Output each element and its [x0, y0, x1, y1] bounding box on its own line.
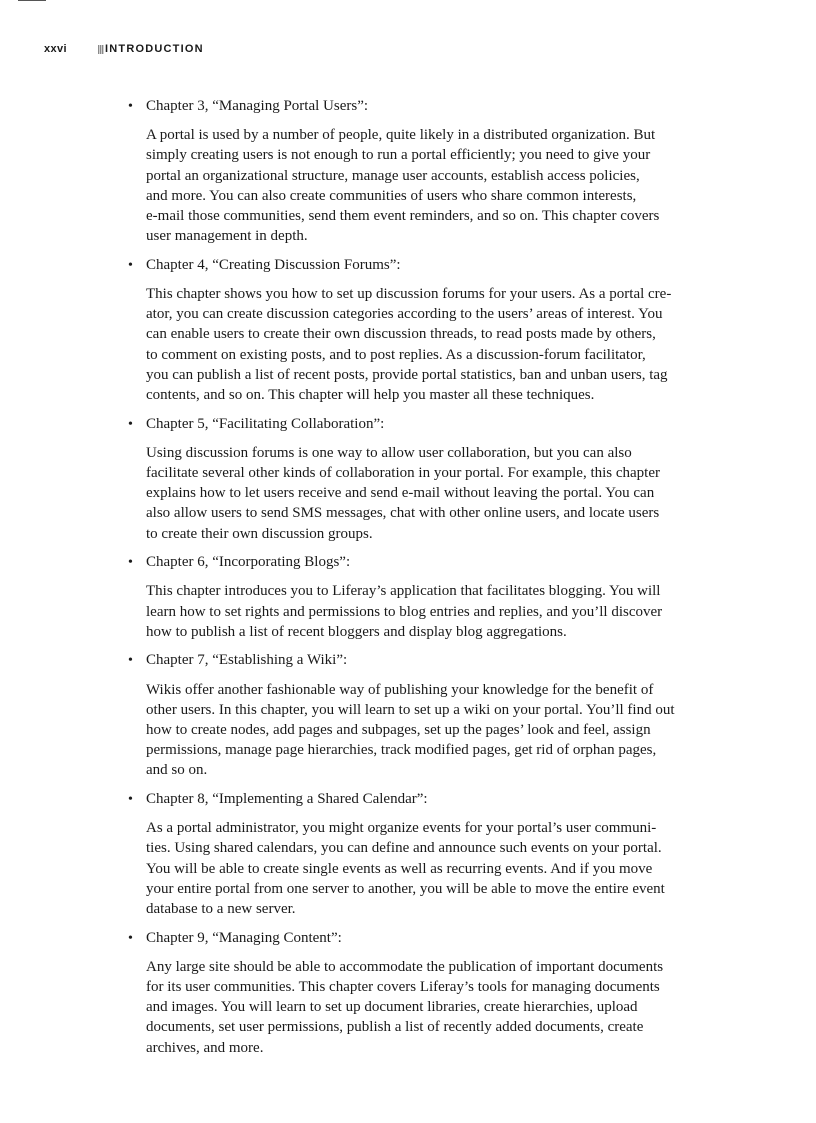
chapter-title: Chapter 4, “Creating Discussion Forums”: [146, 256, 401, 273]
paragraph-line: other users. In this chapter, you will learn to set up a wiki on your portal. You’ll find out [146, 701, 675, 718]
chapter-entry [128, 255, 722, 405]
paragraph-line: you can publish a list of recent posts, provide portal statistics, ban and unban users, tag [146, 366, 668, 383]
chapter-description [146, 284, 722, 405]
top-corner-rule [18, 0, 46, 1]
chapter-heading [128, 96, 722, 117]
paragraph-line: documents, set user permissions, publish a list of recently added documents, create [146, 1019, 644, 1036]
chapter-heading [128, 789, 722, 810]
chapter-heading [128, 928, 722, 949]
bullet-icon: • [128, 930, 133, 946]
chapter-entry [128, 650, 722, 780]
paragraph-line: Using discussion forums is one way to allow user collaboration, but you can also [146, 444, 632, 461]
section-title: INTRODUCTION [105, 43, 204, 55]
paragraph-line: facilitate several other kinds of collaboration in your portal. For example, this chapter [146, 465, 660, 482]
chapter-entry [128, 552, 722, 642]
paragraph-line: You will be able to create single events as well as recurring events. And if you move [146, 860, 653, 877]
paragraph-line: simply creating users is not enough to run a portal efficiently; you need to give your [146, 147, 651, 164]
paragraph-line: This chapter shows you how to set up discussion forums for your users. As a portal cre- [146, 286, 672, 303]
chapter-description [146, 125, 722, 246]
paragraph-line: database to a new server. [146, 901, 296, 918]
paragraph-line: and more. You can also create communities of users who share common interests, [146, 187, 637, 204]
section-marker-icon [98, 45, 104, 54]
bullet-icon: • [128, 555, 133, 571]
paragraph-line: how to publish a list of recent bloggers and display blog aggregations. [146, 623, 567, 640]
chapter-description [146, 818, 722, 919]
bullet-icon: • [128, 257, 133, 273]
chapter-title: Chapter 7, “Establishing a Wiki”: [146, 652, 348, 669]
bullet-icon: • [128, 792, 133, 808]
chapter-description [146, 443, 722, 544]
chapter-title: Chapter 6, “Incorporating Blogs”: [146, 554, 351, 571]
paragraph-line: Any large site should be able to accommodate the publication of important documents [146, 958, 664, 975]
paragraph-line: also allow users to send SMS messages, chat with other online users, and locate users [146, 505, 660, 522]
paragraph-line: learn how to set rights and permissions to blog entries and replies, and you’ll discover [146, 603, 663, 620]
paragraph-line: As a portal administrator, you might organize events for your portal’s user communi- [146, 820, 657, 837]
paragraph-line: how to create nodes, add pages and subpages, set up the pages’ look and feel, assign [146, 722, 651, 739]
paragraph-line: A portal is used by a number of people, quite likely in a distributed organization. But [146, 127, 656, 144]
paragraph-line: Wikis offer another fashionable way of publishing your knowledge for the benefit of [146, 681, 654, 698]
paragraph-line: archives, and more. [146, 1039, 264, 1056]
paragraph-line: portal an organizational structure, manage user accounts, establish access policies, [146, 167, 640, 184]
page-number: xxvi [44, 43, 68, 55]
chapter-heading [128, 552, 722, 573]
chapter-heading [128, 414, 722, 435]
chapter-entry [128, 414, 722, 544]
chapter-heading [128, 650, 722, 671]
paragraph-line: can enable users to create their own discussion threads, to read posts made by others, [146, 326, 656, 343]
bullet-icon: • [128, 99, 133, 114]
bullet-icon: • [128, 416, 133, 432]
paragraph-line: and images. You will learn to set up document libraries, create hierarchies, upload [146, 999, 638, 1016]
chapter-description [146, 957, 722, 1058]
paragraph-line: user management in depth. [146, 228, 308, 245]
paragraph-line: contents, and so on. This chapter will help you master all these techniques. [146, 387, 595, 404]
paragraph-line: ator, you can create discussion categories according to the users’ areas of interest. You [146, 306, 663, 323]
chapter-list [128, 96, 722, 1066]
paragraph-line: This chapter introduces you to Liferay’s application that facilitates blogging. You will [146, 583, 661, 600]
chapter-title: Chapter 8, “Implementing a Shared Calendar”: [146, 791, 428, 808]
paragraph-line: explains how to let users receive and send e-mail without leaving the portal. You can [146, 485, 655, 502]
chapter-entry [128, 96, 722, 246]
chapter-heading [128, 255, 722, 276]
paragraph-line: to comment on existing posts, and to post replies. As a discussion-forum facilitator, [146, 346, 646, 363]
paragraph-line: permissions, manage page hierarchies, track modified pages, get rid of orphan pages, [146, 742, 657, 759]
chapter-description [146, 581, 722, 642]
paragraph-line: to create their own discussion groups. [146, 525, 373, 542]
chapter-entry [128, 789, 722, 919]
chapter-title: Chapter 9, “Managing Content”: [146, 929, 342, 946]
chapter-entry [128, 928, 722, 1058]
paragraph-line: your entire portal from one server to another, you will be able to move the entire event [146, 880, 665, 897]
chapter-description [146, 680, 722, 781]
chapter-title: Chapter 5, “Facilitating Collaboration”: [146, 415, 385, 432]
paragraph-line: for its user communities. This chapter covers Liferay’s tools for managing documents [146, 979, 660, 996]
paragraph-line: ties. Using shared calendars, you can define and announce such events on your portal. [146, 840, 662, 857]
running-header [44, 43, 204, 55]
paragraph-line: and so on. [146, 762, 208, 779]
chapter-title: Chapter 3, “Managing Portal Users”: [146, 98, 369, 114]
paragraph-line: e-mail those communities, send them event reminders, and so on. This chapter covers [146, 208, 660, 225]
bullet-icon: • [128, 653, 133, 669]
